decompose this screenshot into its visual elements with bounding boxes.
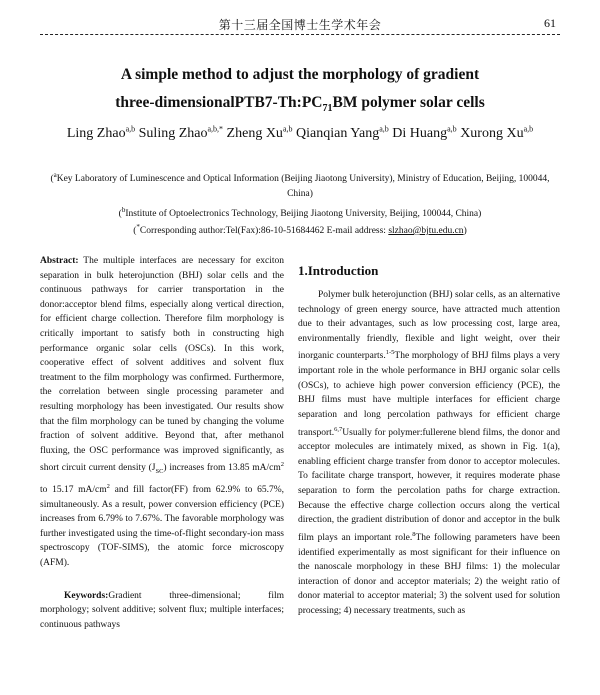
author: Xurong Xu$^{a,b}$ <box>460 124 534 141</box>
left-column <box>40 254 284 632</box>
author: Qianqian Yang$^{a,b}$ <box>296 124 389 141</box>
keywords-label: Keywords: <box>64 590 109 601</box>
paper-title-line-2: three-$dimensionalPTB7-Th:PC_{71}BM$ polymer solar cells <box>115 94 485 115</box>
right-column <box>298 262 560 619</box>
paper-title-line-1: A simple method to adjust the morphology of gradient <box>120 66 480 83</box>
keywords: Keywords:Gradient three-dimensional; film morphology; solvent additive; solvent flux; multiple interfaces; continuous pathways <box>40 590 284 630</box>
affiliation-b: ($^b$Institute of Optoelectronics Technology, Beijing Jiaotong University, Beijing, 100044, China) <box>118 206 482 220</box>
author: Di Huang$^{a,b}$ <box>392 124 457 141</box>
running-header <box>40 14 560 35</box>
abstract-label: Abstract: <box>40 256 79 266</box>
email-link[interactable]: slzhao@bjtu.edu.cn <box>388 226 464 237</box>
author: Suling Zhao$^{a,b,*}$ <box>138 124 224 141</box>
affiliation-a: ($^a$Key Laboratory of Luminescence and Optical Information (Beijing Jiaotong University), Ministry of Education, Beijing, 100044, China) <box>50 171 550 200</box>
introduction-paragraph: Polymer bulk heterojunction (BHJ) solar cells, as an alternative technology of green energy source, have attracted much attention due to their advantages, such as low processing cost, large area, environmentally friendly, flexible and light weight, over their inorganic counterparts.$^{1-5}$The morphology of BHJ films plays a very important role in the whole performance in BHJ organic solar cells (OSCs), to achieve high power conversion efficiency (PCE), the BHJ films must have multiple interfaces for efficient charge separation and long percolation pathways for efficient charge transport.$^{6,7}$Usually for polymer:fullerene blend films, the donor and acceptor molecules are intimately mixed, as shown in Fig. 1(a), enabling efficient charge transfer from donor to acceptor molecules. To facilitate charge transport, however, it requires moderate phase separation to form the percolation paths for charge extraction. Because the effective charge collection occurs along the vertical direction, the gradient distribution of donor and acceptor in the bulk film plays an important role.$^8$The following parameters have been identified experimentally as most significant for their influence on the nanoscale morphology in these BHJ films: 1) the molecular interaction of donor and acceptor materials; 2) the weight ratio of donor material to acceptor material; 3) the solvent used for solution processing; 4) necessary treatments, such as <box>298 290 560 616</box>
abstract: Abstract: The multiple interfaces are necessary for exciton separation in bulk heterojunction (BHJ) solar cells and the continuous pathways for carrier transportation in the donor:acceptor blend films, especially along vertical direction, for efficient charge collection. Therefore film morphology is critically important to satisfy both in constructing high performance organic solar cells (OSCs). In this work, cooperative effect of solvent additives and solvent flux treatment to the film morphology was confirmed. Furthermore, the correlation between single processing parameter and resulting morphology has been investigated. Our results show that the film morphology can be tuned by changing the volume fraction of solvent additive. Beyond that, after methanol fluxing, the OSC performance was improved significantly, as short circuit current density $(J_{SC})$ increases from 13.85 $mA/cm^2$ to 15.17 $mA/cm^2$ and fill factor(FF) from 62.9% to 65.7%, simultaneously. As a result, power conversion efficiency (PCE) increases from 6.79% to 7.67%. The favorable morphology was further investigated using the time-of-flight secondary-ion mass spectroscopy (TOF-SIMS), the atomic force microscopy (AFM). <box>40 256 284 569</box>
section-heading-introduction: 1.Introduction <box>298 263 379 278</box>
conference-name: 第十三届全国博士生学术年会 <box>218 18 382 32</box>
author-list <box>40 116 560 147</box>
author: Ling Zhao$^{a,b}$ <box>66 124 136 141</box>
author: Zheng Xu$^{a,b}$ <box>226 124 293 141</box>
page-number: 61 <box>544 16 556 30</box>
corresponding-author: (*Corresponding author:Tel(Fax):86-10-51684462 E-mail address: slzhao@bjtu.edu.cn) <box>133 223 467 237</box>
